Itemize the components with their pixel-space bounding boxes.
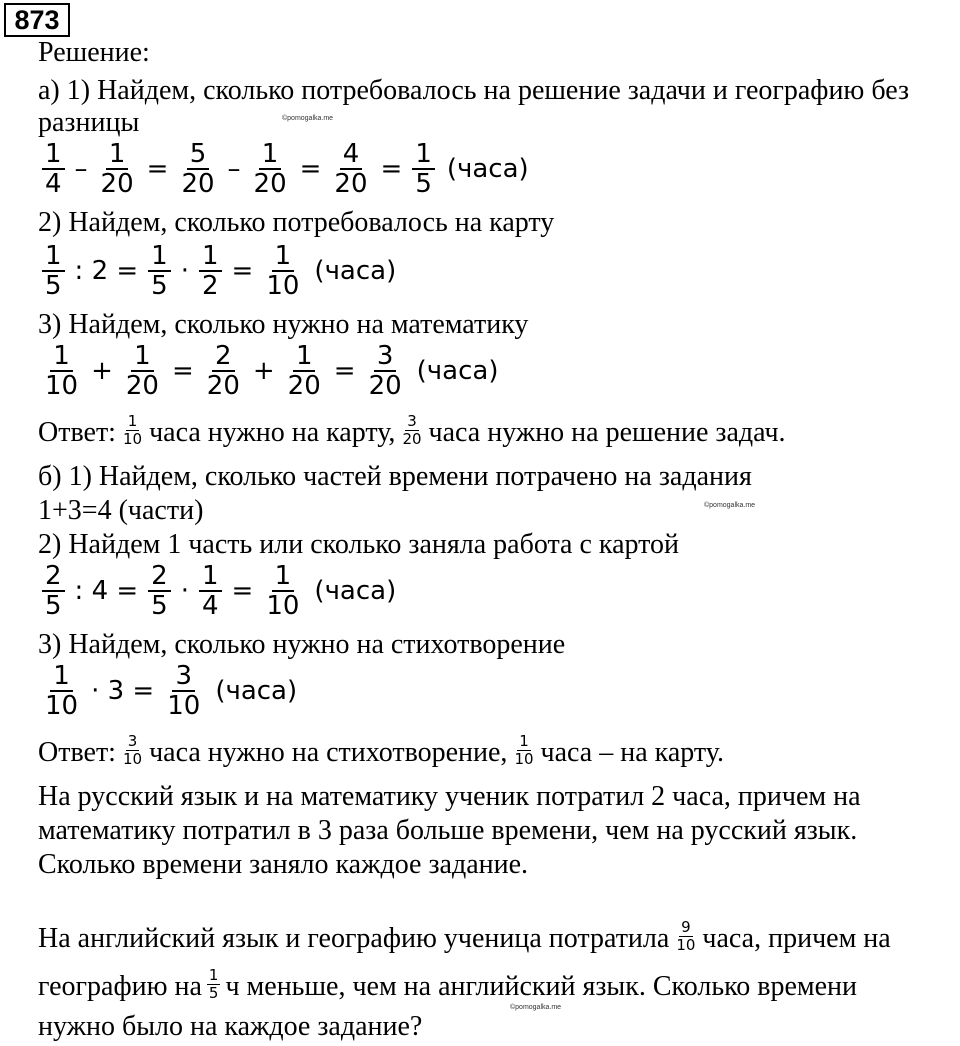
question-text: На английский язык и географию ученица потратила <box>38 923 670 954</box>
numerator: 3 <box>407 412 417 431</box>
question-text: ч меньше, чем на английский язык. Сколько времени <box>225 971 858 1002</box>
denominator: 5 <box>151 271 168 301</box>
denominator: 20 <box>125 371 159 401</box>
denominator: 5 <box>208 984 219 1003</box>
question-line-2 <box>38 966 858 1006</box>
fraction <box>123 342 162 400</box>
denominator: 2 <box>201 271 219 301</box>
denominator: 20 <box>402 430 422 449</box>
numerator: 1 <box>208 966 219 985</box>
operator: + <box>91 356 113 386</box>
fraction <box>148 562 171 620</box>
denominator: 10 <box>45 691 79 721</box>
denominator: 4 <box>45 169 62 199</box>
fraction <box>148 242 171 300</box>
numerator: 1 <box>199 562 222 592</box>
operator: = <box>171 356 194 386</box>
equation-a3 <box>38 342 498 400</box>
numerator: 4 <box>340 140 363 170</box>
fraction <box>412 140 435 198</box>
numerator: 3 <box>127 732 138 751</box>
numerator: 1 <box>131 342 154 372</box>
operator: = <box>333 356 356 386</box>
step-b1-equation: 1+3=4 (части) <box>38 495 204 526</box>
numerator: 2 <box>148 562 171 592</box>
step-a2-text: 2) Найдем, сколько потребовалось на карту <box>38 207 555 238</box>
fraction <box>199 562 222 620</box>
numerator: 1 <box>519 732 529 751</box>
fraction <box>178 140 217 198</box>
watermark: ©pomogalka.me <box>510 1004 562 1011</box>
step-a1-text-cont: разницы <box>38 107 140 138</box>
fraction <box>285 342 324 400</box>
numerator: 3 <box>374 342 397 372</box>
operator: + <box>252 356 275 386</box>
operator: = <box>231 576 254 606</box>
denominator: 5 <box>415 169 432 199</box>
numerator: 3 <box>172 662 195 692</box>
task-text-3: Сколько времени заняло каждое задание. <box>38 849 529 880</box>
denominator: 10 <box>45 371 79 401</box>
fraction <box>42 342 81 400</box>
numerator: 1 <box>272 562 295 592</box>
operator: · <box>180 256 189 286</box>
operator: = <box>380 154 403 184</box>
answer-text: часа нужно на карту, <box>149 417 396 448</box>
operator: – <box>227 154 241 184</box>
denominator: 10 <box>122 750 143 769</box>
numerator: 1 <box>259 140 282 170</box>
task-text-2: математику потратил в 3 раза больше времени, чем на русский язык. <box>38 815 858 846</box>
small-fraction <box>121 413 144 448</box>
numerator: 9 <box>681 918 691 937</box>
question-text: географию на <box>38 971 202 1002</box>
operator: : 4 = <box>74 576 139 606</box>
numerator: 1 <box>412 140 435 170</box>
operator: = <box>146 154 169 184</box>
denominator: 10 <box>167 691 201 721</box>
fraction <box>164 662 203 720</box>
small-fraction <box>674 919 697 954</box>
step-b1-text: б) 1) Найдем, сколько частей времени потрачено на задания <box>38 461 752 492</box>
step-a3-text: 3) Найдем, сколько нужно на математику <box>38 309 529 340</box>
small-fraction <box>512 733 535 768</box>
equation-b2 <box>38 562 396 620</box>
numerator: 1 <box>42 242 65 272</box>
fraction <box>42 140 65 198</box>
operator: · 3 = <box>91 676 155 706</box>
small-fraction <box>400 413 423 448</box>
fraction <box>42 562 65 620</box>
question-text: часа, причем на <box>702 923 891 954</box>
denominator: 20 <box>334 169 368 199</box>
denominator: 20 <box>253 169 287 199</box>
answer-a <box>38 412 786 452</box>
fraction <box>98 140 137 198</box>
answer-text: часа – на карту. <box>540 737 724 768</box>
numerator: 1 <box>50 662 73 692</box>
equation-b3 <box>38 662 297 720</box>
denominator: 20 <box>181 169 215 199</box>
denominator: 10 <box>514 750 534 769</box>
question-line-3: нужно было на каждое задание? <box>38 1011 423 1042</box>
numerator: 1 <box>127 412 138 431</box>
denominator: 4 <box>201 591 219 621</box>
unit-label: (часа) <box>446 154 529 184</box>
operator: = <box>231 256 254 286</box>
numerator: 1 <box>272 242 295 272</box>
fraction <box>199 242 222 300</box>
denominator: 20 <box>206 371 240 401</box>
numerator: 2 <box>212 342 235 372</box>
denominator: 5 <box>45 271 62 301</box>
step-b3-text: 3) Найдем, сколько нужно на стихотворение <box>38 629 566 660</box>
fraction <box>42 662 81 720</box>
operator: – <box>74 154 88 184</box>
denominator: 10 <box>676 936 696 955</box>
denominator: 20 <box>100 169 134 199</box>
denominator: 20 <box>368 371 402 401</box>
numerator: 5 <box>187 140 210 170</box>
denominator: 5 <box>151 591 168 621</box>
numerator: 1 <box>148 242 171 272</box>
question-line-1 <box>38 918 891 958</box>
denominator: 10 <box>266 271 300 301</box>
unit-label: (часа) <box>314 256 397 286</box>
watermark: ©pomogalka.me <box>704 502 756 509</box>
operator: = <box>299 154 322 184</box>
unit-label: (часа) <box>416 356 499 386</box>
numerator: 1 <box>50 342 73 372</box>
denominator: 10 <box>266 591 300 621</box>
numerator: 2 <box>42 562 65 592</box>
operator: : 2 = <box>74 256 139 286</box>
watermark: ©pomogalka.me <box>282 115 334 122</box>
numerator: 1 <box>106 140 129 170</box>
small-fraction <box>207 967 221 1002</box>
step-b2-text: 2) Найдем 1 часть или сколько заняла работа с картой <box>38 529 679 560</box>
small-fraction <box>121 733 144 768</box>
denominator: 10 <box>122 430 143 449</box>
fraction <box>251 140 290 198</box>
fraction <box>42 242 65 300</box>
answer-label: Ответ: <box>38 737 116 768</box>
numerator: 1 <box>293 342 316 372</box>
numerator: 1 <box>199 242 222 272</box>
step-a1-text: а) 1) Найдем, сколько потребовалось на решение задачи и географию без <box>38 75 910 106</box>
unit-label: (часа) <box>215 676 298 706</box>
fraction <box>331 140 370 198</box>
numerator: 1 <box>42 140 65 170</box>
answer-b <box>38 732 724 772</box>
unit-label: (часа) <box>314 576 397 606</box>
solution-heading: Решение: <box>38 37 150 68</box>
fraction <box>263 242 302 300</box>
operator: · <box>180 576 189 606</box>
equation-a1 <box>38 140 529 198</box>
denominator: 20 <box>287 371 321 401</box>
answer-text: часа нужно на стихотворение, <box>149 737 508 768</box>
answer-text: часа нужно на решение задач. <box>428 417 786 448</box>
fraction <box>366 342 405 400</box>
fraction <box>204 342 243 400</box>
denominator: 5 <box>45 591 62 621</box>
problem-number: 873 <box>4 3 70 37</box>
fraction <box>263 562 302 620</box>
equation-a2 <box>38 242 396 300</box>
task-text-1: На русский язык и на математику ученик потратил 2 часа, причем на <box>38 781 861 812</box>
answer-label: Ответ: <box>38 417 116 448</box>
